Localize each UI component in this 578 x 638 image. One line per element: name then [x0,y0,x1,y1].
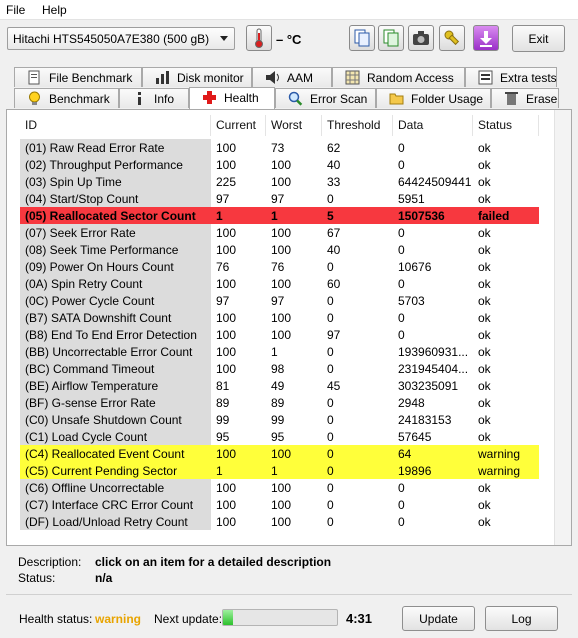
cell-data: 10676 [398,260,432,274]
cell-worst: 97 [271,192,285,206]
cell-threshold: 0 [327,481,334,495]
cell-id: (0C) Power Cycle Count [20,292,211,309]
status-value: n/a [95,571,113,585]
column-header-threshold[interactable]: Threshold [322,115,393,136]
cell-data: 64424509441 [398,175,472,189]
tab-label: File Benchmark [49,71,133,85]
cell-worst: 76 [271,260,285,274]
cell-status: ok [478,294,491,308]
cell-worst: 49 [271,379,285,393]
cell-status: ok [478,345,491,359]
toolbar [0,20,578,60]
tab-health[interactable] [189,87,275,109]
cell-current: 100 [216,515,237,529]
cell-worst: 1 [271,209,278,223]
cell-id: (B7) SATA Downshift Count [20,309,211,326]
cell-data: 19896 [398,464,432,478]
cell-data: 0 [398,277,405,291]
cell-current: 100 [216,345,237,359]
table-row[interactable] [20,343,539,360]
table-row[interactable] [20,275,539,292]
cell-current: 100 [216,158,237,172]
tab-label: Random Access [367,71,454,85]
cell-id: (C4) Reallocated Event Count [25,447,185,461]
file-icon [27,70,42,85]
tab-label: Error Scan [310,92,368,106]
copy-green-icon [379,26,403,50]
cell-data: 0 [398,481,405,495]
cell-data: 0 [398,498,405,512]
cell-status: ok [478,175,491,189]
cell-threshold: 0 [327,396,334,410]
table-row[interactable] [20,462,539,479]
cell-current: 100 [216,362,237,376]
exit-button[interactable]: Exit [512,25,565,52]
table-row[interactable] [20,445,539,462]
cell-id: (BC) Command Timeout [20,360,211,377]
cell-id: (08) Seek Time Performance [20,241,211,258]
cell-data: 57645 [398,430,432,444]
copy-icon [350,26,374,50]
cell-threshold: 0 [327,192,334,206]
cell-current: 100 [216,498,237,512]
table-header [20,115,539,136]
cell-data: 0 [398,226,405,240]
cell-id: (BB) Uncorrectable Error Count [20,343,211,360]
cell-data: 303235091 [398,379,459,393]
update-button[interactable]: Update [402,606,475,631]
cell-threshold: 0 [327,260,334,274]
cell-status: warning [478,464,521,478]
cell-id: (C1) Load Cycle Count [20,428,211,445]
cell-id: (BE) Airflow Temperature [20,377,211,394]
save-button[interactable] [473,25,499,51]
cell-current: 100 [216,141,237,155]
cell-status: ok [478,379,491,393]
tab-erase[interactable] [491,88,559,108]
cell-status: ok [478,226,491,240]
cell-status: warning [478,447,521,461]
table-row[interactable] [20,479,539,496]
cell-worst: 100 [271,498,292,512]
table-row[interactable] [20,428,539,445]
cell-threshold: 0 [327,362,334,376]
cell-status: ok [478,243,491,257]
countdown-timer: 4:31 [346,611,373,626]
speaker-icon [265,70,280,85]
cell-status: ok [478,498,491,512]
cell-status: ok [478,311,491,325]
options-button[interactable] [439,25,465,51]
cell-status: ok [478,277,491,291]
table-row[interactable] [20,377,539,394]
table-row[interactable] [20,394,539,411]
cell-worst: 100 [271,328,292,342]
vertical-scrollbar[interactable] [554,110,571,545]
cell-threshold: 0 [327,294,334,308]
copy-text-button[interactable] [349,25,375,51]
menu-help[interactable]: Help [42,3,67,17]
cell-data: 24183153 [398,413,452,427]
cell-current: 76 [216,260,230,274]
cell-current: 100 [216,277,237,291]
cell-id: (03) Spin Up Time [20,173,211,190]
cell-data: 0 [398,515,405,529]
cell-worst: 100 [271,481,292,495]
trash-icon [504,91,519,106]
progress-fill [223,610,233,625]
cell-threshold: 0 [327,413,334,427]
cell-threshold: 33 [327,175,341,189]
separator [6,594,572,595]
cell-threshold: 0 [327,447,334,461]
tab-random-access[interactable] [332,67,465,87]
cell-worst: 89 [271,396,285,410]
cell-id: (C0) Unsafe Shutdown Count [20,411,211,428]
description-value: click on an item for a detailed description [95,555,332,569]
cell-worst: 100 [271,158,292,172]
tab-label: Folder Usage [411,92,484,106]
log-button[interactable]: Log [485,606,558,631]
folder-icon [389,91,404,106]
cell-status: ok [478,362,491,376]
cell-status: ok [478,158,491,172]
cell-status: ok [478,430,491,444]
table-row[interactable] [20,258,539,275]
cell-threshold: 60 [327,277,341,291]
cell-current: 97 [216,192,230,206]
cell-id: (04) Start/Stop Count [20,190,211,207]
cell-current: 100 [216,328,237,342]
wrench-icon [440,26,464,50]
cell-current: 225 [216,175,237,189]
cell-status: failed [478,209,510,223]
table-row[interactable] [20,241,539,258]
tab-info[interactable] [119,88,189,108]
cell-data: 0 [398,158,405,172]
tab-file-benchmark[interactable] [14,67,142,87]
table-row[interactable] [20,513,539,530]
cell-id: (01) Raw Read Error Rate [20,139,211,156]
cell-worst: 98 [271,362,285,376]
cell-worst: 100 [271,311,292,325]
cell-threshold: 0 [327,498,334,512]
temperature-button[interactable] [246,25,272,51]
cell-threshold: 40 [327,158,341,172]
table-row[interactable] [20,173,539,190]
cell-worst: 1 [271,345,278,359]
drive-select-value: Hitachi HTS545050A7E380 (500 gB) [13,32,210,46]
cell-threshold: 0 [327,464,334,478]
status-label: Status: [18,571,56,585]
tab-folder-usage[interactable] [376,88,491,108]
table-row[interactable] [20,207,539,224]
cell-worst: 100 [271,226,292,240]
cell-worst: 100 [271,277,292,291]
cell-id: (05) Reallocated Sector Count [25,209,196,223]
temperature-value: – °C [276,32,302,47]
column-header-status[interactable]: Status [473,115,539,136]
cell-id: (BF) G-sense Error Rate [20,394,211,411]
menu-bar [0,0,578,20]
bar-chart-icon [155,70,170,85]
cell-data: 193960931... [398,345,469,359]
cell-worst: 100 [271,515,292,529]
tab-label: Extra tests [500,71,557,85]
cell-worst: 1 [271,464,278,478]
column-header-worst[interactable]: Worst [266,115,322,136]
cell-id: (B8) End To End Error Detection [20,326,211,343]
extra-tests-icon [478,70,493,85]
cell-threshold: 62 [327,141,341,155]
tab-label: Disk monitor [177,71,244,85]
screenshot-button[interactable] [408,25,434,51]
table-body [20,139,539,530]
table-row[interactable] [20,224,539,241]
cell-worst: 100 [271,447,292,461]
cell-current: 95 [216,430,230,444]
tab-error-scan[interactable] [275,88,376,108]
table-row[interactable] [20,309,539,326]
table-row[interactable] [20,139,539,156]
cell-data: 231945404... [398,362,469,376]
cell-worst: 73 [271,141,285,155]
cell-current: 97 [216,294,230,308]
grid-icon [345,70,360,85]
cell-threshold: 0 [327,430,334,444]
cell-status: ok [478,192,491,206]
cell-current: 1 [216,464,223,478]
tab-extra-tests[interactable] [465,67,557,87]
cell-id: (C6) Offline Uncorrectable [20,479,211,496]
table-row[interactable] [20,411,539,428]
column-header-current[interactable]: Current [211,115,266,136]
cell-id: (C7) Interface CRC Error Count [20,496,211,513]
cell-threshold: 67 [327,226,341,240]
copy-image-button[interactable] [378,25,404,51]
cell-data: 0 [398,328,405,342]
health-panel [6,109,572,546]
cell-id: (02) Throughput Performance [20,156,211,173]
thermometer-icon [247,26,271,50]
table-row[interactable] [20,496,539,513]
cell-id: (09) Power On Hours Count [20,258,211,275]
magnifier-icon [288,91,303,106]
cell-data: 64 [398,447,412,461]
tab-aam[interactable] [252,67,332,87]
cell-current: 99 [216,413,230,427]
drive-select[interactable] [7,27,235,50]
cell-data: 2948 [398,396,425,410]
tab-label: Erase [526,92,558,106]
tab-disk-monitor[interactable] [142,67,252,87]
column-header-data[interactable]: Data [393,115,473,136]
arrow-down-icon [474,26,498,50]
cell-threshold: 40 [327,243,341,257]
cell-current: 100 [216,243,237,257]
red-cross-icon [202,90,217,105]
cell-current: 100 [216,311,237,325]
cell-worst: 97 [271,294,285,308]
chevron-down-icon [220,36,228,41]
cell-id: (DF) Load/Unload Retry Count [20,513,211,530]
cell-data: 0 [398,311,405,325]
camera-icon [409,26,433,50]
cell-data: 0 [398,141,405,155]
cell-current: 100 [216,226,237,240]
menu-file[interactable]: File [6,3,26,17]
cell-data: 1507536 [398,209,445,223]
cell-id: (07) Seek Error Rate [20,224,211,241]
tab-label: Benchmark [49,92,110,106]
next-update-label: Next update: [154,612,223,626]
description-label: Description: [18,555,82,569]
cell-current: 81 [216,379,230,393]
cell-status: ok [478,141,491,155]
cell-threshold: 0 [327,515,334,529]
cell-threshold: 5 [327,209,334,223]
table-row[interactable] [20,292,539,309]
cell-id: (0A) Spin Retry Count [20,275,211,292]
cell-current: 100 [216,481,237,495]
cell-worst: 100 [271,175,292,189]
cell-threshold: 97 [327,328,341,342]
cell-data: 0 [398,243,405,257]
column-header-id[interactable]: ID [20,115,211,136]
cell-current: 89 [216,396,230,410]
tab-label: Health [224,91,259,105]
cell-data: 5703 [398,294,425,308]
tab-label: AAM [287,71,314,85]
table-row[interactable] [20,360,539,377]
table-row[interactable] [20,156,539,173]
cell-status: ok [478,396,491,410]
cell-threshold: 0 [327,345,334,359]
cell-data: 5951 [398,192,425,206]
cell-worst: 99 [271,413,285,427]
health-status-value: warning [95,612,142,626]
cell-worst: 95 [271,430,285,444]
table-row[interactable] [20,326,539,343]
cell-status: ok [478,328,491,342]
cell-status: ok [478,481,491,495]
cell-status: ok [478,413,491,427]
next-update-progress [222,609,338,626]
cell-id: (C5) Current Pending Sector [25,464,178,478]
cell-worst: 100 [271,243,292,257]
tab-benchmark[interactable] [14,88,119,108]
cell-status: ok [478,515,491,529]
cell-threshold: 45 [327,379,341,393]
cell-threshold: 0 [327,311,334,325]
lightbulb-icon [27,91,42,106]
health-status-label: Health status: [19,612,93,626]
cell-current: 1 [216,209,223,223]
info-icon [132,91,147,106]
cell-status: ok [478,260,491,274]
cell-current: 100 [216,447,237,461]
table-row[interactable] [20,190,539,207]
tab-label: Info [154,92,175,106]
